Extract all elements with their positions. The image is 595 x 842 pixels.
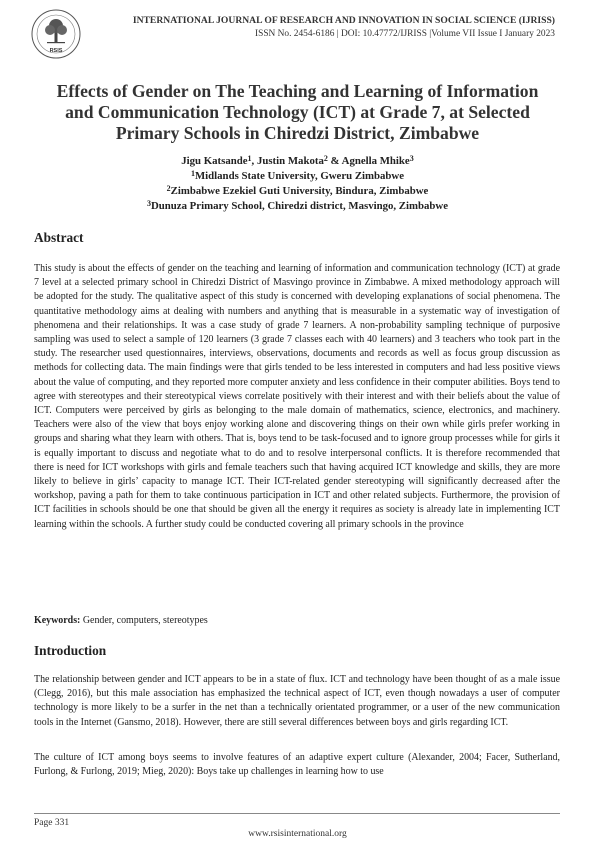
author-sup: 3 <box>409 154 414 163</box>
title-line: and Communication Technology (ICT) at Grade 7, at Selected <box>65 102 530 122</box>
svg-text:RSIS: RSIS <box>49 48 63 54</box>
author-sup: 2 <box>323 154 328 163</box>
keywords-label: Keywords: <box>34 615 81 626</box>
journal-logo <box>30 8 82 60</box>
footer-rule <box>34 813 560 814</box>
author-name: Agnella Mhike <box>341 155 410 167</box>
intro-paragraph: The relationship between gender and ICT appears to be in a state of flux. ICT and technology have been thought of as a male issue (Clegg, 2016), but this male association has emphasized the technical aspect of ICT, even though nowadays a user of computer technology is more likely to be a surfer in the net than a technically orientated programmer, or a user of the new communication tools in the Internet (Gansmo, 2018). However, there are still several differences between boys and girls regarding ICT. <box>34 674 560 728</box>
author-name: Jigu Katsande <box>181 155 248 167</box>
keywords-line <box>34 614 560 628</box>
abstract-heading: Abstract <box>34 230 84 245</box>
affiliation-text: Zimbabwe Ezekiel Guti University, Bindura, Zimbabwe <box>170 185 429 197</box>
affiliation <box>30 199 565 214</box>
affiliation-text: Dunuza Primary School, Chiredzi district, Masvingo, Zimbabwe <box>150 200 448 212</box>
affiliation <box>30 184 565 199</box>
affiliation-sup: 3 <box>146 199 151 208</box>
author-separator: & <box>327 155 342 167</box>
author-sup: 1 <box>247 154 252 163</box>
page-number: Page 331 <box>34 818 70 828</box>
abstract-text: This study is about the effects of gender on the teaching and learning of information and communication technology (ICT) at grade 7 level at a selected primary school in Chiredzi District of Masvingo province in Zimbabwe. A mixed methodology approach will be adopted for the study. The qualitative aspect of this study is concerned with developing explanations of social phenomena. The quantitative methodology aims at dealing with numbers and anything that is measurable in a systematic way of investigation of phenomena and their relationships. It was a case study of grade 7 learners. A non-probability sampling technique of purposive sampling was used to select a sample of 120 learners (3 grade 7 classes each with 40 learners) and 3 teachers who took part in the study. The researcher used questionnaires, interviews, observations, documents and records as well as focus group discussion as methods for collecting data. The main findings were that girls tended to be less interested in computers and had less positive views about the value of computing, and they reported more computer anxiety and less confidence in their computer abilities. Boys tend to agree with stereotypes and their stereotypical views correlate positively with their interest and with their beliefs about the value of ICT. Computers were perceived by girls as belonging to the male domain of mathematics, science, electronics, and machinery. Teachers were also of the view that boys enjoy working alone and discovering things on their own while girls prefer working in groups and sharing what they learn with others. That is, boys tend to be task-focused and to ignore group processes while for girls it is equally important to discuss and negotiate what to do and to resolve interpersonal conflicts. It is therefore recommended that there is need for ICT workshops with girls and female teachers such that having acquired ICT knowledge and skills, they are more likely to believe in girls’ capacity to manage ICT. Their ICT-related gender stereotyping will significantly decreased after the workshop, paving a path for them to take continuous participation in ICT and other related subjects. Furthermore, the provision of ICT facilities in schools should be one that should be given all the energy it requires as society is already late in implementing ICT learning within the schools. A further study could be conducted covering all primary schools in the province <box>34 263 560 530</box>
affiliation-text: Midlands State University, Gweru Zimbabwe <box>194 170 405 182</box>
affiliation-sup: 2 <box>166 184 171 193</box>
author-block <box>30 154 565 214</box>
journal-name: INTERNATIONAL JOURNAL OF RESEARCH AND INNOVATION IN SOCIAL SCIENCE (IJRISS) <box>132 15 555 26</box>
author-list <box>30 154 565 169</box>
affiliation-sup: 1 <box>190 169 195 178</box>
keywords-text: Gender, computers, stereotypes <box>80 615 208 626</box>
title-line: Primary Schools in Chiredzi District, Zimbabwe <box>115 123 480 143</box>
issn-doi-line: ISSN No. 2454-6186 | DOI: 10.47772/IJRISS |Volume VII Issue I January 2023 <box>254 29 555 39</box>
introduction-heading: Introduction <box>34 643 107 658</box>
affiliation <box>30 169 565 184</box>
author-separator: , <box>251 155 257 167</box>
paper-title <box>30 81 565 144</box>
author-name: Justin Makota <box>256 155 324 167</box>
website-link[interactable]: www.rsisinternational.org <box>248 829 347 839</box>
title-line: Effects of Gender on The Teaching and Learning of Information <box>56 81 539 101</box>
intro-paragraph: The culture of ICT among boys seems to involve features of an adaptive expert culture (Alexander, 2004; Facer, Sutherland, Furlong, & Furlong, 2019; Mieg, 2020): Boys take up challenges in learning how to use <box>34 752 560 778</box>
